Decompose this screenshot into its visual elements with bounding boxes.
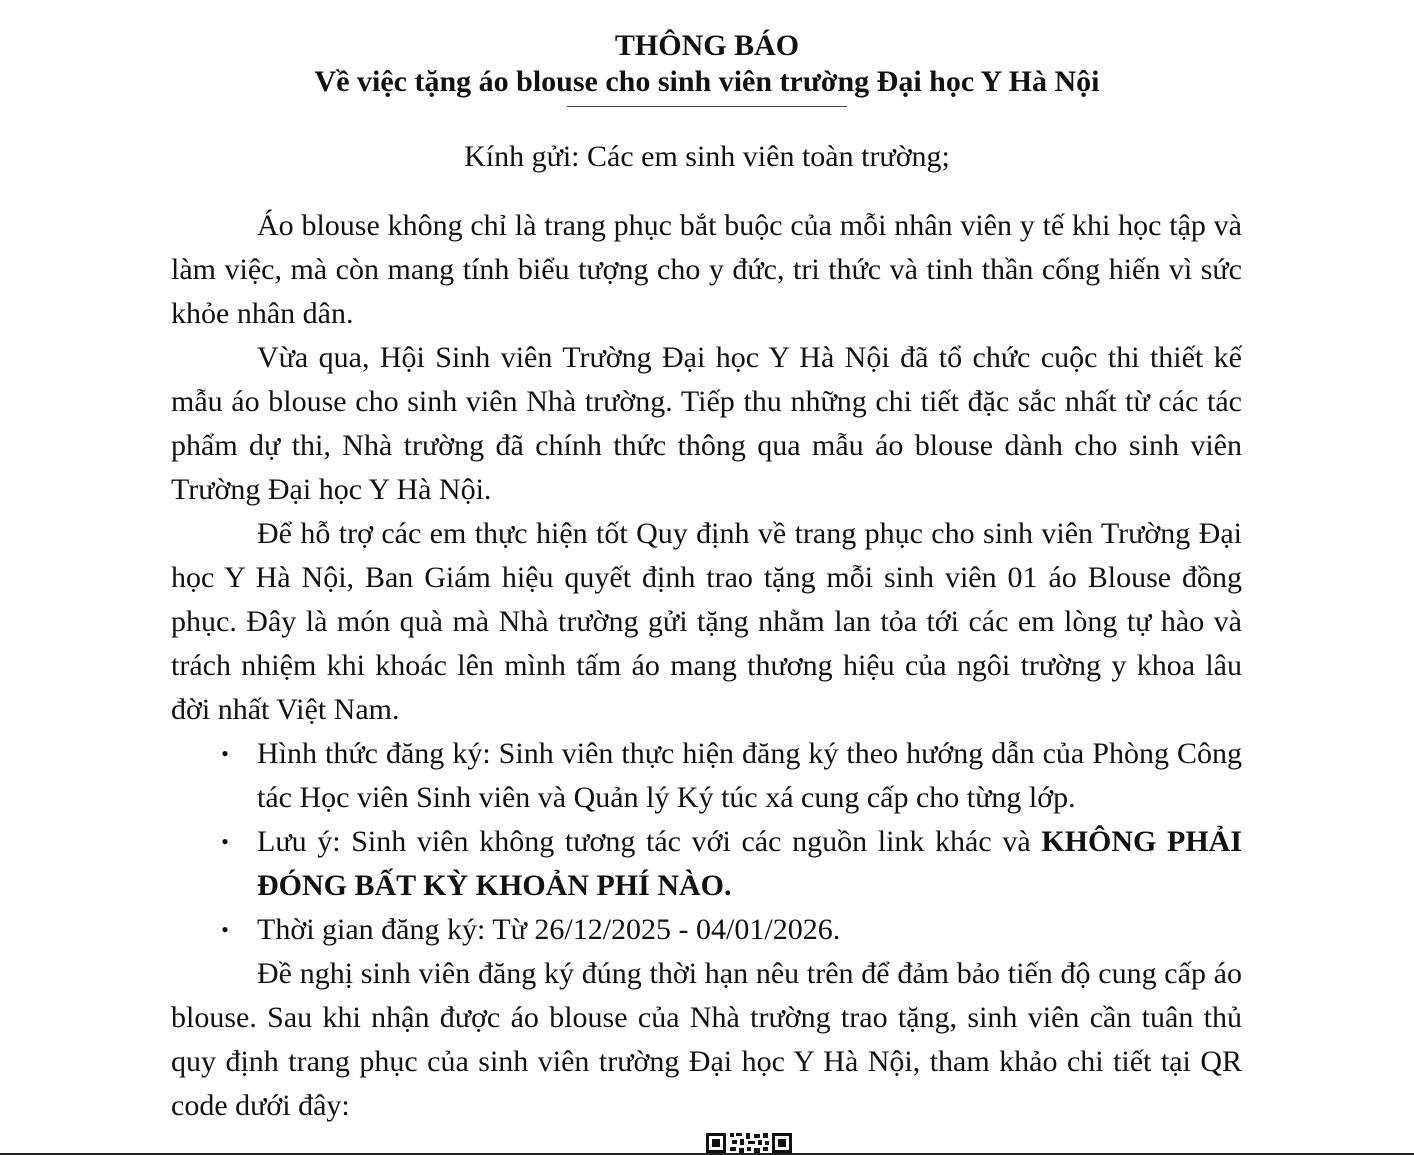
title-divider [567, 106, 847, 107]
bullet-registration-method [171, 732, 1242, 820]
bullet-dot-icon: • [221, 829, 229, 854]
bullet-dot-icon: • [221, 917, 229, 942]
notice-subtitle: Về việc tặng áo blouse cho sinh viên trường Đại học Y Hà Nội [314, 65, 1100, 98]
bullet-registration-period [171, 908, 1242, 952]
bullet-dot-icon: • [221, 741, 229, 766]
registration-info-list [171, 732, 1242, 952]
registration-method-text: Hình thức đăng ký: Sinh viên thực hiện đăng ký theo hướng dẫn của Phòng Công tác Học viên Sinh viên và Quản lý Ký túc xá cung cấp cho từng lớp. [257, 737, 1242, 814]
notice-title: THÔNG BÁO [614, 29, 800, 62]
paragraph-design-contest: Vừa qua, Hội Sinh viên Trường Đại học Y Hà Nội đã tổ chức cuộc thi thiết kế mẫu áo blouse cho sinh viên Nhà trường. Tiếp thu những chi tiết đặc sắc nhất từ các tác phẩm dự thi, Nhà trường đã chính thức thông qua mẫu áo blouse dành cho sinh viên Trường Đại học Y Hà Nội. [171, 341, 1242, 506]
notice-body [171, 204, 1242, 1128]
paragraph-blouse-meaning: Áo blouse không chỉ là trang phục bắt buộc của mỗi nhân viên y tế khi học tập và làm việc, mà còn mang tính biểu tượng cho y đức, tri thức và tinh thần cống hiến vì sức khỏe nhân dân. [171, 209, 1242, 330]
salutation: Kính gửi: Các em sinh viên toàn trường; [464, 140, 950, 173]
paragraph-gift-decision: Để hỗ trợ các em thực hiện tốt Quy định về trang phục cho sinh viên Trường Đại học Y Hà Nội, Ban Giám hiệu quyết định trao tặng mỗi sinh viên 01 áo Blouse đồng phục. Đây là món quà mà Nhà trường gửi tặng nhằm lan tỏa tới các em lòng tự hào và trách nhiệm khi khoác lên mình tấm áo mang thương hiệu của ngôi trường y khoa lâu đời nhất Việt Nam. [171, 517, 1242, 726]
registration-period-text: Thời gian đăng ký: Từ 26/12/2025 - 04/01/2026. [257, 913, 841, 946]
note-text: Lưu ý: Sinh viên không tương tác với các nguồn link khác và [257, 825, 1042, 858]
paragraph-closing: Đề nghị sinh viên đăng ký đúng thời hạn nêu trên để đảm bảo tiến độ cung cấp áo blouse. Sau khi nhận được áo blouse của Nhà trường trao tặng, sinh viên cần tuân thủ quy định trang phục của sinh viên trường Đại học Y Hà Nội, tham khảo chi tiết tại QR code dưới đây: [171, 957, 1242, 1122]
note-no-fee-warning: KHÔNG PHẢI ĐÓNG BẤT KỲ KHOẢN PHÍ NÀO. [257, 825, 1242, 902]
bullet-note [171, 820, 1242, 908]
qr-code-icon[interactable] [706, 1131, 794, 1155]
